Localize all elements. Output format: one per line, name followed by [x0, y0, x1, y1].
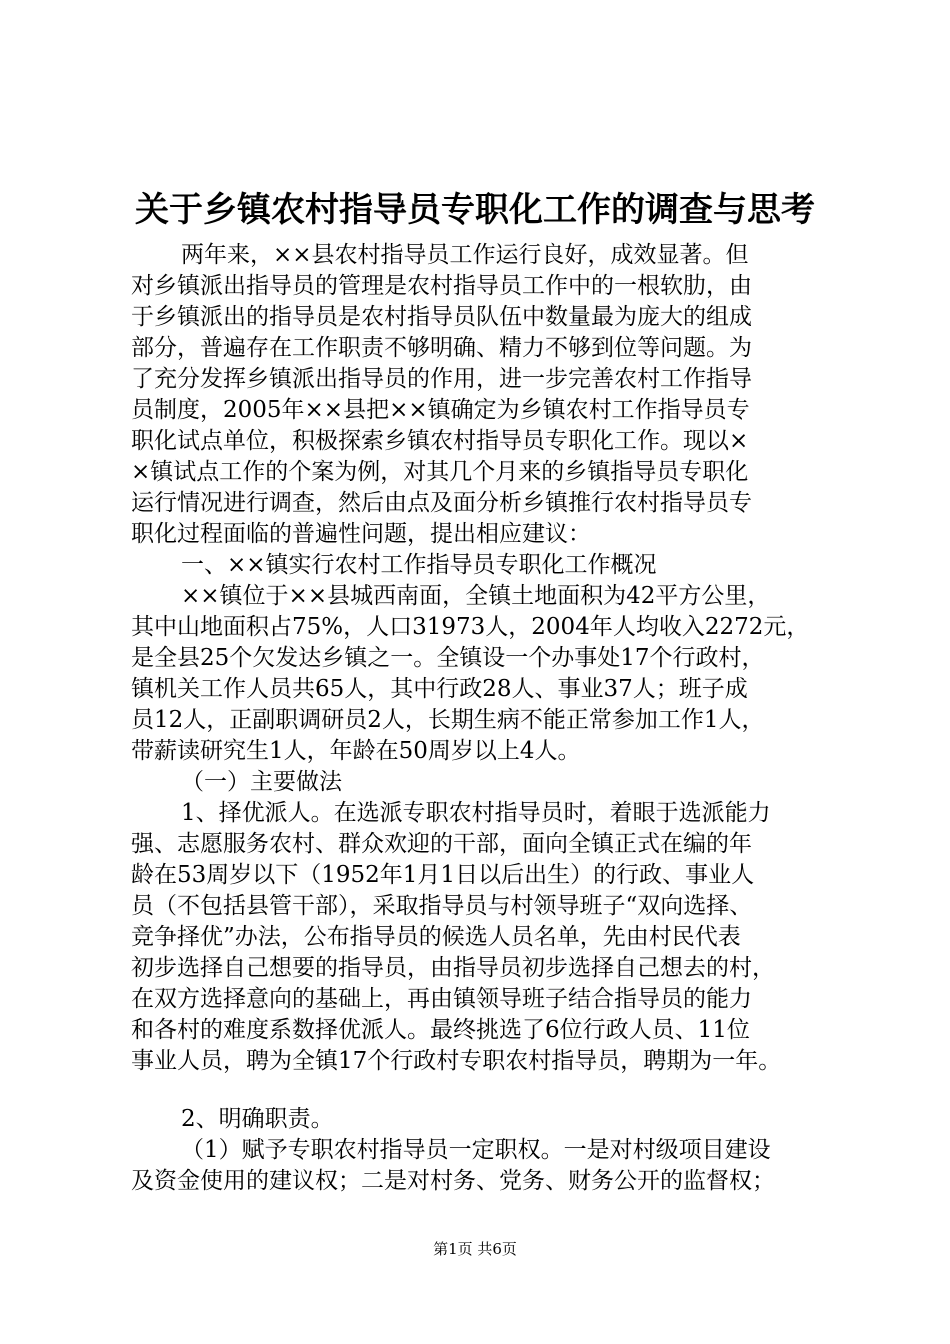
paragraph-line: （1）赋予专职农村指导员一定职权。一是对村级项目建设 [181, 1137, 771, 1163]
paragraph-line: 龄在53周岁以下（1952年1月1日以后出生）的行政、事业人 [131, 862, 755, 888]
paragraph-line: 运行情况进行调查，然后由点及面分析乡镇推行农村指导员专 [131, 490, 752, 516]
paragraph-line: 职化过程面临的普遍性问题，提出相应建议： [131, 521, 591, 547]
paragraph-line: 对乡镇派出指导员的管理是农村指导员工作中的一根软肋，由 [131, 273, 752, 299]
paragraph-line: 竞争择优”办法，公布指导员的候选人员名单，先由村民代表 [131, 924, 741, 950]
paragraph-line: 带薪读研究生1人，年龄在50周岁以上4人。 [131, 738, 581, 764]
paragraph-line: 镇机关工作人员共65人，其中行政28人、事业37人；班子成 [131, 676, 748, 702]
paragraph-line: 1、择优派人。在选派专职农村指导员时，着眼于选派能力 [181, 800, 771, 826]
paragraph-line: 员（不包括县管干部），采取指导员与村领导班子“双向选择、 [131, 893, 753, 919]
paragraph-line: 员制度，2005年××县把××镇确定为乡镇农村工作指导员专 [131, 397, 750, 423]
paragraph-line: 两年来，××县农村指导员工作运行良好，成效显著。但 [181, 242, 749, 268]
paragraph-line: 了充分发挥乡镇派出指导员的作用，进一步完善农村工作指导 [131, 366, 752, 392]
paragraph-line: 事业人员，聘为全镇17个行政村专职农村指导员，聘期为一年。 [131, 1048, 782, 1074]
paragraph-line: ×镇试点工作的个案为例，对其几个月来的乡镇指导员专职化 [131, 459, 749, 485]
paragraph-line: 职化试点单位，积极探索乡镇农村指导员专职化工作。现以× [131, 428, 749, 454]
paragraph-line: 及资金使用的建议权；二是对村务、党务、财务公开的监督权； [131, 1168, 775, 1194]
paragraph-line: 一、××镇实行农村工作指导员专职化工作概况 [181, 552, 657, 578]
paragraph-line: 员12人，正副职调研员2人，长期生病不能正常参加工作1人， [131, 707, 765, 733]
paragraph-line: 于乡镇派出的指导员是农村指导员队伍中数量最为庞大的组成 [131, 304, 752, 330]
paragraph-line: 在双方选择意向的基础上，再由镇领导班子结合指导员的能力 [131, 986, 752, 1012]
paragraph-line: 强、志愿服务农村、群众欢迎的干部，面向全镇正式在编的年 [131, 831, 752, 857]
paragraph-line: 部分，普遍存在工作职责不够明确、精力不够到位等问题。为 [131, 335, 752, 361]
document-title: 关于乡镇农村指导员专职化工作的调查与思考 [135, 190, 815, 230]
paragraph-line: 是全县25个欠发达乡镇之一。全镇设一个办事处17个行政村， [131, 645, 765, 671]
page-footer: 第1页 共6页 [433, 1240, 517, 1258]
paragraph-line: 其中山地面积占75%，人口31973人，2004年人均收入2272元， [131, 614, 810, 640]
paragraph-line: 2、明确职责。 [181, 1106, 334, 1132]
paragraph-line: （一）主要做法 [181, 769, 342, 795]
paragraph-line: 初步选择自己想要的指导员，由指导员初步选择自己想去的村， [131, 955, 775, 981]
paragraph-line: ××镇位于××县城西南面，全镇土地面积为42平方公里， [181, 583, 771, 609]
paragraph-line: 和各村的难度系数择优派人。最终挑选了6位行政人员、11位 [131, 1017, 750, 1043]
